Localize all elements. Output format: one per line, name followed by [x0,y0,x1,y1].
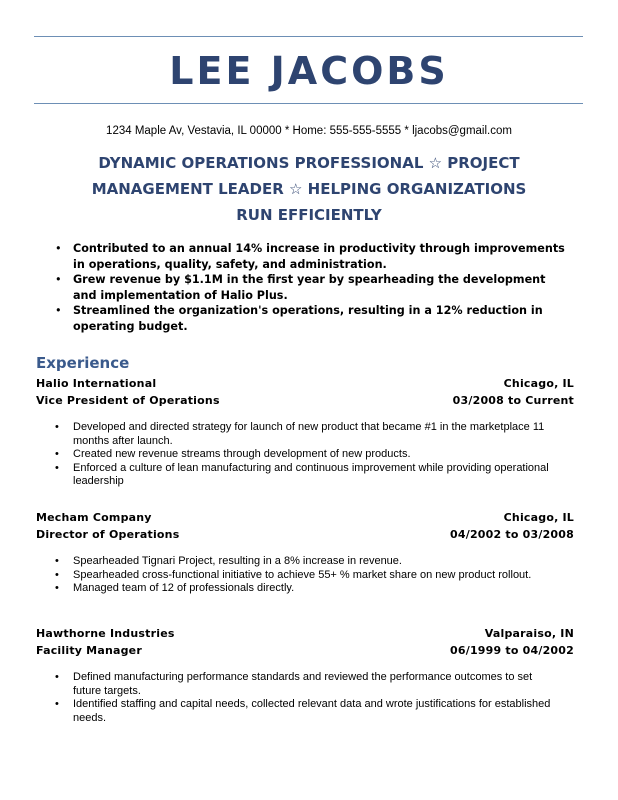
experience-heading: Experience [36,354,130,372]
job-hawthorne [36,626,574,725]
job-halio [36,376,574,489]
candidate-name: LEE JACOBS [169,49,449,93]
summary-item: • Grew revenue by $1.1M in the first year by spearheading the development and implementation of Halio Plus. [52,272,572,303]
job-dates: 04/2002 to 03/2008 [450,527,574,541]
job-header-row [36,376,574,393]
job-header-row [36,510,574,527]
job-role-row [36,393,574,410]
summary-item: • Contributed to an annual 14% increase in productivity through improvements in operations, quality, safety, and administration. [52,241,572,272]
job-title: Facility Manager [36,643,142,657]
duty-item: • Enforced a culture of lean manufacturing and continuous improvement while providing operational leadership [52,462,552,489]
duty-list [52,671,552,725]
duty-item: • Identified staffing and capital needs, collected relevant data and wrote justifications for established needs. [52,698,552,725]
duty-item: • Created new revenue streams through development of new products. [52,448,552,462]
company-name: Mecham Company [36,511,152,524]
duty-item: • Defined manufacturing performance standards and reviewed the performance outcomes to set future targets. [52,671,552,698]
job-title: Vice President of Operations [36,393,220,407]
job-location: Chicago, IL [503,377,574,390]
company-name: Halio International [36,377,157,390]
duty-item: • Spearheaded cross-functional initiative to achieve 55+ % market share on new product rollout. [52,569,552,583]
summary-item: • Streamlined the organization's operations, resulting in a 12% reduction in operating budget. [52,303,572,334]
duty-item: • Spearheaded Tignari Project, resulting in a 8% increase in revenue. [52,555,552,569]
duty-list [52,555,552,596]
job-role-row [36,643,574,660]
job-mecham [36,510,574,596]
job-role-row [36,527,574,544]
duty-item: • Developed and directed strategy for launch of new product that became #1 in the marketplace 11 months after launch. [52,421,552,448]
summary-list [52,241,572,334]
top-divider [34,36,583,37]
contact-line: 1234 Maple Av, Vestavia, IL 00000 * Home: 555-555-5555 * ljacobs@gmail.com [106,125,512,137]
professional-headline: DYNAMIC OPERATIONS PROFESSIONAL ☆ PROJECT MANAGEMENT LEADER ☆ HELPING ORGANIZATIONS RUN EFFICIENTLY [91,154,527,224]
duty-item: • Managed team of 12 of professionals directly. [52,582,552,596]
duty-list [52,421,552,489]
job-location: Chicago, IL [503,511,574,524]
job-header-row [36,626,574,643]
job-dates: 03/2008 to Current [452,393,574,407]
bottom-divider [34,103,583,104]
job-dates: 06/1999 to 04/2002 [450,643,574,657]
job-title: Director of Operations [36,527,180,541]
company-name: Hawthorne Industries [36,627,175,640]
job-location: Valparaiso, IN [484,627,574,640]
